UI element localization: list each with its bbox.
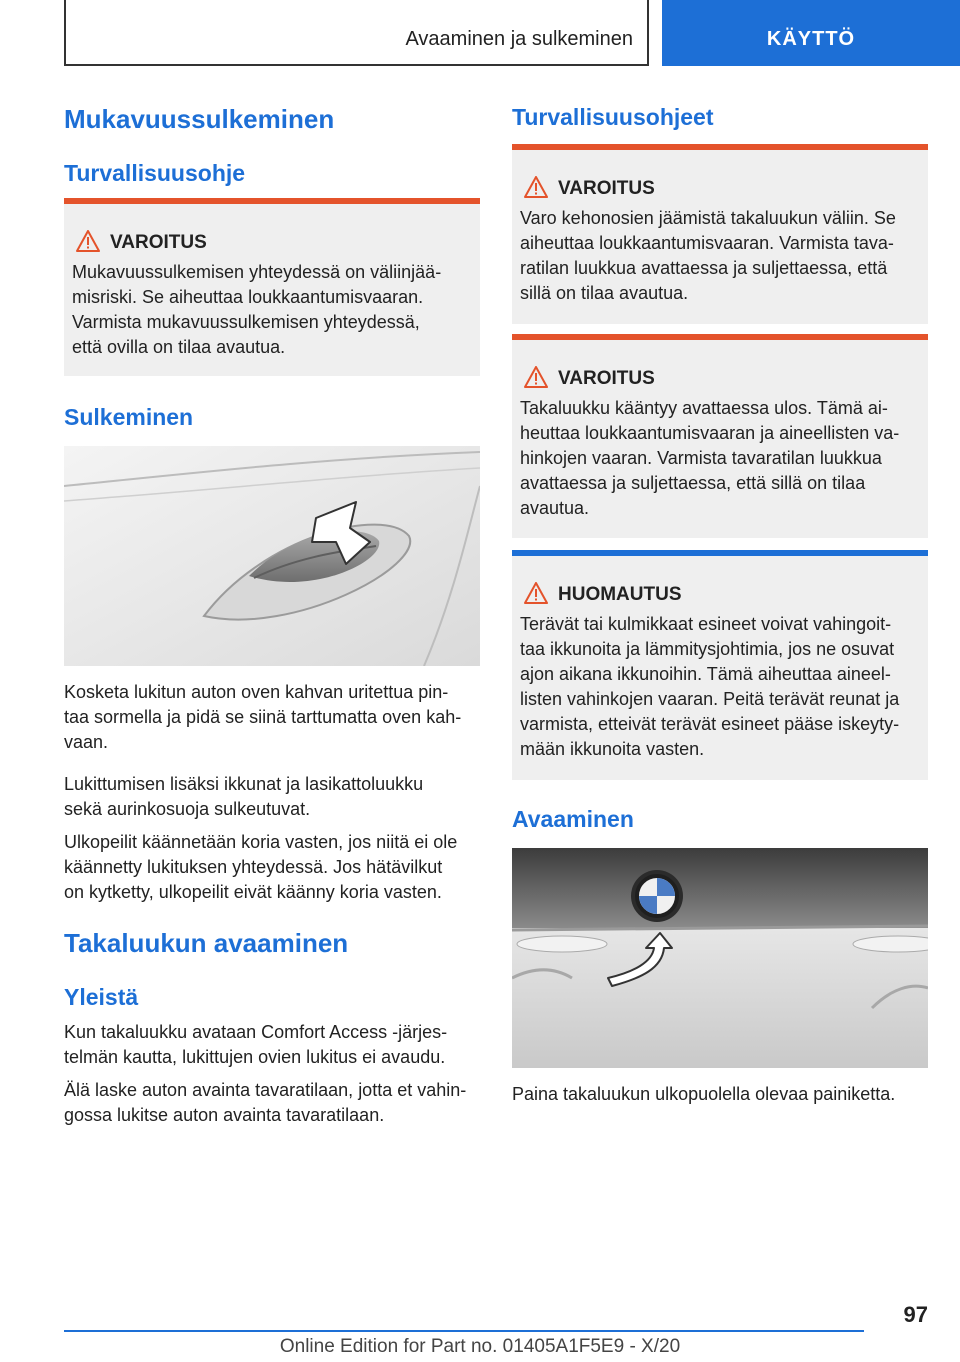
warning-line: avattaessa ja suljettaessa, että sillä on tilaa [520,473,866,493]
section-title-comfort-closing: Mukavuussulkeminen [64,104,335,134]
text-line: gossa lukitse auton avainta tavaratilaan. [64,1105,385,1125]
warning-box-comfort-closing [64,198,480,376]
text-line: Ulkopeilit käännetään koria vasten, jos niitä ei ole [64,832,458,852]
closing-paragraph-3 [64,830,480,905]
footer-edition-text: Online Edition for Part no. 01405A1F5E9 - X/20 [279,1336,681,1357]
warning-line: Varo kehonosien jäämistä takaluukun väliin. Se [520,208,896,228]
general-paragraph-1 [64,1020,480,1070]
heading-general: Yleistä [64,984,139,1010]
header-chapter-title: KÄYTTÖ [766,28,856,50]
warning-line: aiheuttaa loukkaantumisvaaran. Varmista tava- [520,233,894,253]
notice-title: HUOMAUTUS [558,584,682,605]
text-line: Kosketa lukitun auton oven kahvan uritettua pin- [64,682,449,702]
warning-line: että ovilla on tilaa avautua. [72,337,286,357]
warning-line: avautua. [520,498,590,518]
warning-line: hinkojen vaaran. Varmista tavaratilan luukkua [520,448,882,468]
text-line: sekä aurinkosuoja sulkeutuvat. [64,799,311,819]
page-number: 97 [903,1302,928,1327]
notice-line: Terävät tai kulmikkaat esineet voivat vahingoit- [520,614,892,634]
closing-paragraph-1 [64,680,480,755]
trunk-button-illustration [512,848,928,1068]
text-line: käännetty lukituksen yhteydessä. Jos hätävilkut [64,857,443,877]
warning-triangle-icon [524,176,548,198]
section-title-trunk-opening: Takaluukun avaaminen [64,928,349,958]
notice-triangle-icon [524,582,548,604]
notice-line: taa ikkunoita ja lämmitysjohtimia, jos ne osuvat [520,639,895,659]
warning-line: misriski. Se aiheuttaa loukkaantumisvaaran. [72,287,424,307]
warning-text [520,396,918,521]
heading-opening: Avaaminen [512,806,634,832]
notice-line: listen vahinkojen vaaran. Peitä terävät reunat ja [520,689,900,709]
warning-text [72,260,470,360]
closing-paragraph-2 [64,772,480,822]
header-section-title: Avaaminen ja sulkeminen [405,28,633,50]
warning-title: VAROITUS [558,178,655,199]
text-line: Kun takaluukku avataan Comfort Access -järjes- [64,1022,448,1042]
warning-line: Mukavuussulkemisen yhteydessä on väliinjää- [72,262,442,282]
heading-safety-notes: Turvallisuusohjeet [512,104,714,130]
warning-line: sillä on tilaa avautua. [520,283,689,303]
warning-box-trunk-swing [512,334,928,538]
warning-title: VAROITUS [558,368,655,389]
header-section-box [64,0,649,66]
text-line: telmän kautta, lukittujen ovien lukitus ei avaudu. [64,1047,446,1067]
text-line: on kytketty, ulkopeilit eivät käänny koria vasten. [64,882,442,902]
notice-line: varmista, etteivät terävät esineet pääse iskeyty- [520,714,900,734]
text-line: vaan. [64,732,109,752]
text-line: taa sormella ja pidä se siinä tarttumatta oven kah- [64,707,462,727]
notice-line: mään ikkunoita vasten. [520,739,705,759]
header-chapter-tab [662,0,960,66]
heading-closing: Sulkeminen [64,404,194,430]
warning-text [520,206,918,306]
door-handle-illustration [64,446,480,666]
footer-divider [64,1330,864,1332]
general-paragraph-2 [64,1078,484,1128]
warning-line: ratilan luukkua avattaessa ja suljettaessa, että [520,258,888,278]
notice-line: ajon aikana ikkunoihin. Tämä aiheuttaa aineel- [520,664,891,684]
notice-text [520,612,918,762]
text-line: Lukittumisen lisäksi ikkunat ja lasikattoluukku [64,774,424,794]
warning-line: Varmista mukavuussulkemisen yhteydessä, [72,312,420,332]
warning-title: VAROITUS [110,232,207,253]
warning-line: Takaluukku kääntyy avattaessa ulos. Tämä ai- [520,398,888,418]
opening-paragraph: Paina takaluukun ulkopuolella olevaa painiketta. [512,1084,896,1104]
warning-triangle-icon [76,230,100,252]
warning-line: heuttaa loukkaantumisvaaran ja aineellisten va- [520,423,900,443]
text-line: Älä laske auton avainta tavaratilaan, jotta et vahin- [64,1080,467,1100]
warning-triangle-icon [524,366,548,388]
heading-safety-note: Turvallisuusohje [64,160,246,186]
notice-box-sharp-objects [512,550,928,780]
warning-box-trunk-pinch [512,144,928,324]
